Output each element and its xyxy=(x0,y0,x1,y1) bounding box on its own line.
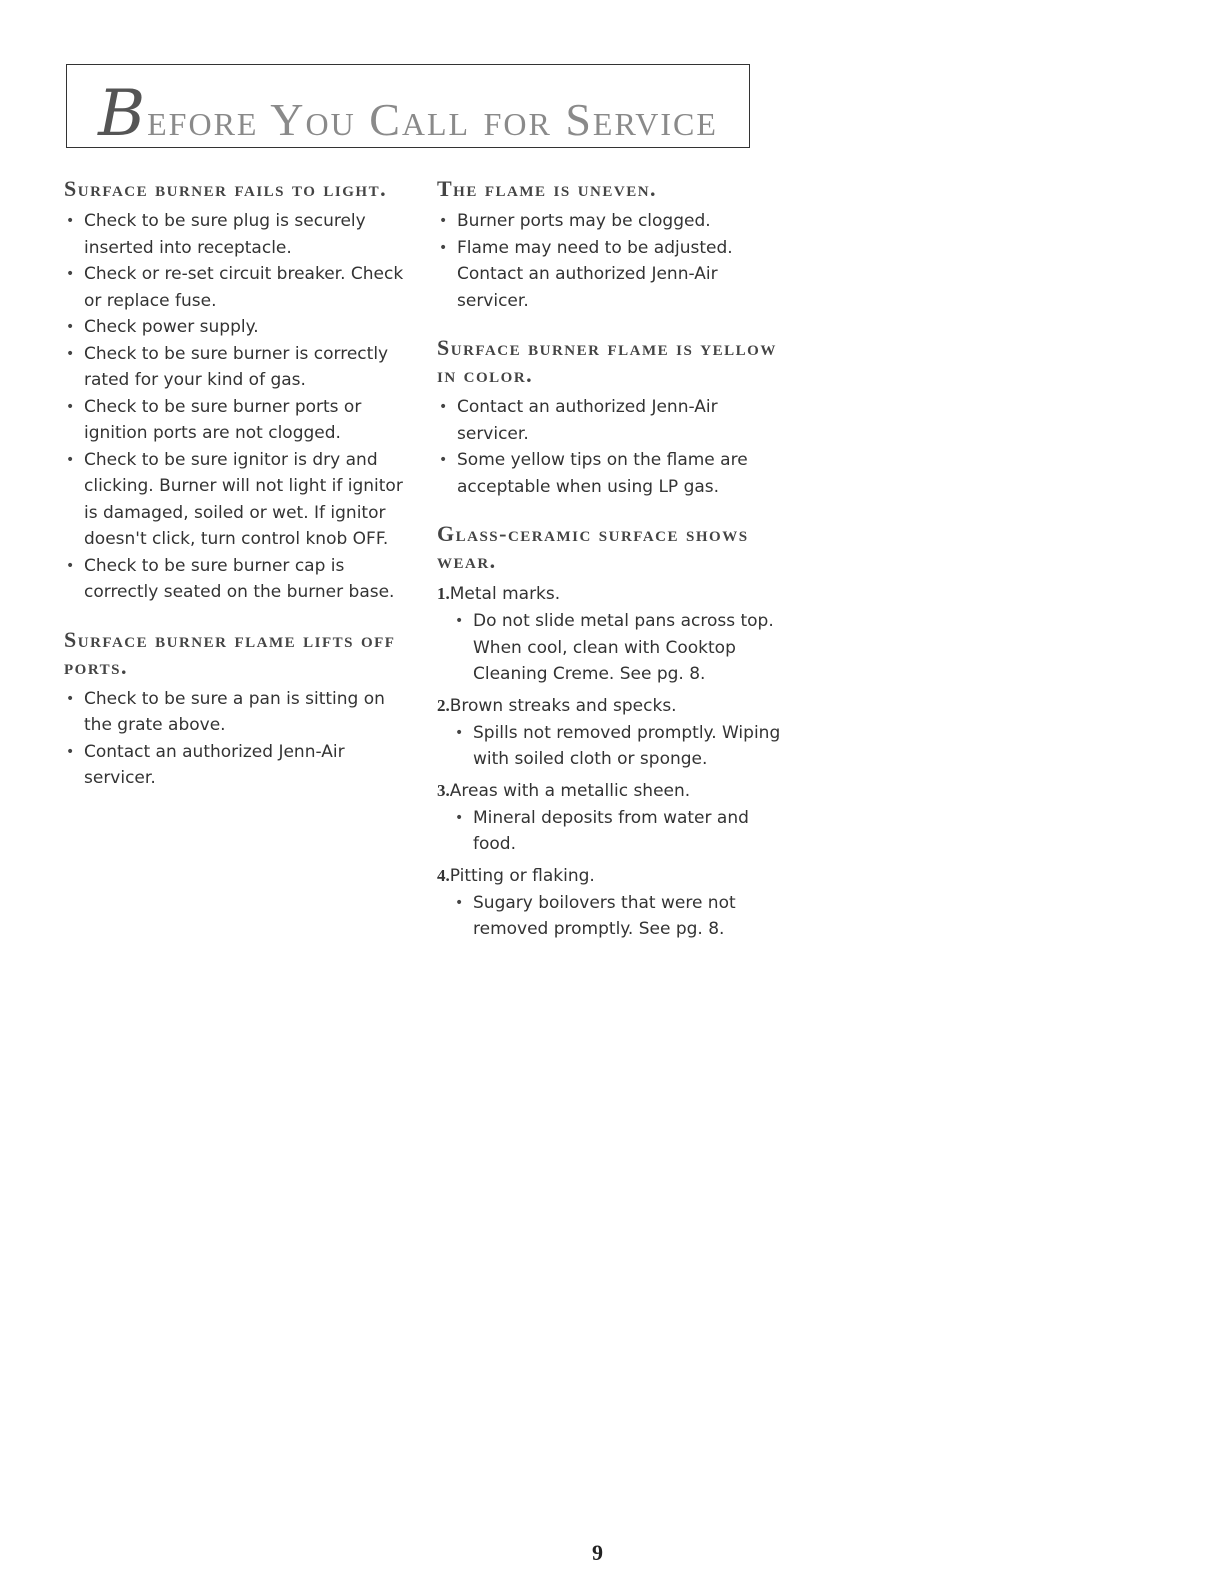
list-item: • Check or re-set circuit breaker. Check or replace fuse. xyxy=(64,261,409,314)
section-heading: Surface burner flame is yellow in color. xyxy=(437,335,777,387)
list-item: • Check to be sure burner ports or ignition ports are not clogged. xyxy=(64,394,409,447)
list-item: • Check to be sure burner is correctly rated for your kind of gas. xyxy=(64,341,409,394)
list-item: • Sugary boilovers that were not removed promptly. See pg. 8. xyxy=(453,890,782,943)
title-rest: efore You Call for Service xyxy=(147,94,718,145)
section-flame-uneven xyxy=(437,175,782,314)
item-label: Metal marks. xyxy=(449,584,561,604)
bullet-list xyxy=(453,890,782,943)
item-label: Areas with a metallic sheen. xyxy=(449,780,691,801)
numbered-list xyxy=(437,580,782,943)
section-flame-yellow xyxy=(437,334,782,500)
section-heading: The flame is uneven. xyxy=(437,176,658,201)
list-item: • Some yellow tips on the flame are acceptable when using LP gas. xyxy=(437,447,782,500)
item-number: 2. xyxy=(437,695,450,715)
page-number: 9 xyxy=(592,1540,603,1565)
list-item: • Check power supply. xyxy=(64,314,409,341)
section-glass-ceramic xyxy=(437,520,782,943)
numbered-item xyxy=(437,777,782,858)
list-item: • Check to be sure ignitor is dry and clicking. Burner will not light if ignitor is damaged, soiled or wet. If ignitor doesn't click, turn control knob OFF. xyxy=(64,447,409,553)
section-heading: Surface burner fails to light. xyxy=(64,176,388,201)
bullet-list xyxy=(64,208,409,606)
list-item: • Contact an authorized Jenn-Air servicer. xyxy=(437,394,782,447)
bullet-list xyxy=(437,208,782,314)
section-flame-lifts xyxy=(64,626,409,792)
page-title-box xyxy=(66,64,750,151)
list-item: • Flame may need to be adjusted. Contact an authorized Jenn-Air servicer. xyxy=(437,235,782,315)
bullet-list xyxy=(453,608,782,688)
bullet-list xyxy=(453,805,782,858)
list-item: • Spills not removed promptly. Wiping with soiled cloth or sponge. xyxy=(453,720,782,773)
item-label: Brown streaks and specks. xyxy=(449,695,677,716)
item-number: 4. xyxy=(437,865,450,885)
item-number: 1. xyxy=(437,584,450,603)
left-column xyxy=(64,175,409,812)
section-heading: Surface burner flame lifts off ports. xyxy=(64,626,396,679)
list-item: • Contact an authorized Jenn-Air servicer. xyxy=(64,739,409,792)
bullet-list xyxy=(453,720,782,773)
numbered-item xyxy=(437,580,782,688)
section-fails-to-light xyxy=(64,175,409,606)
right-column xyxy=(437,175,782,963)
section-heading: Glass-ceramic surface shows wear. xyxy=(437,521,749,573)
page-title xyxy=(67,77,749,151)
list-item: • Burner ports may be clogged. xyxy=(437,208,782,235)
list-item: • Mineral deposits from water and food. xyxy=(453,805,782,858)
title-initial: B xyxy=(98,77,148,151)
item-label: Pitting or flaking. xyxy=(449,865,595,886)
list-item: • Check to be sure burner cap is correctly seated on the burner base. xyxy=(64,553,409,606)
list-item: • Check to be sure a pan is sitting on the grate above. xyxy=(64,686,409,739)
bullet-list xyxy=(64,686,409,792)
numbered-item xyxy=(437,862,782,943)
list-item: • Do not slide metal pans across top. When cool, clean with Cooktop Cleaning Creme. See pg. 8. xyxy=(453,608,782,688)
numbered-item xyxy=(437,692,782,773)
item-number: 3. xyxy=(437,780,450,800)
bullet-list xyxy=(437,394,782,500)
list-item: • Check to be sure plug is securely inserted into receptacle. xyxy=(64,208,409,261)
